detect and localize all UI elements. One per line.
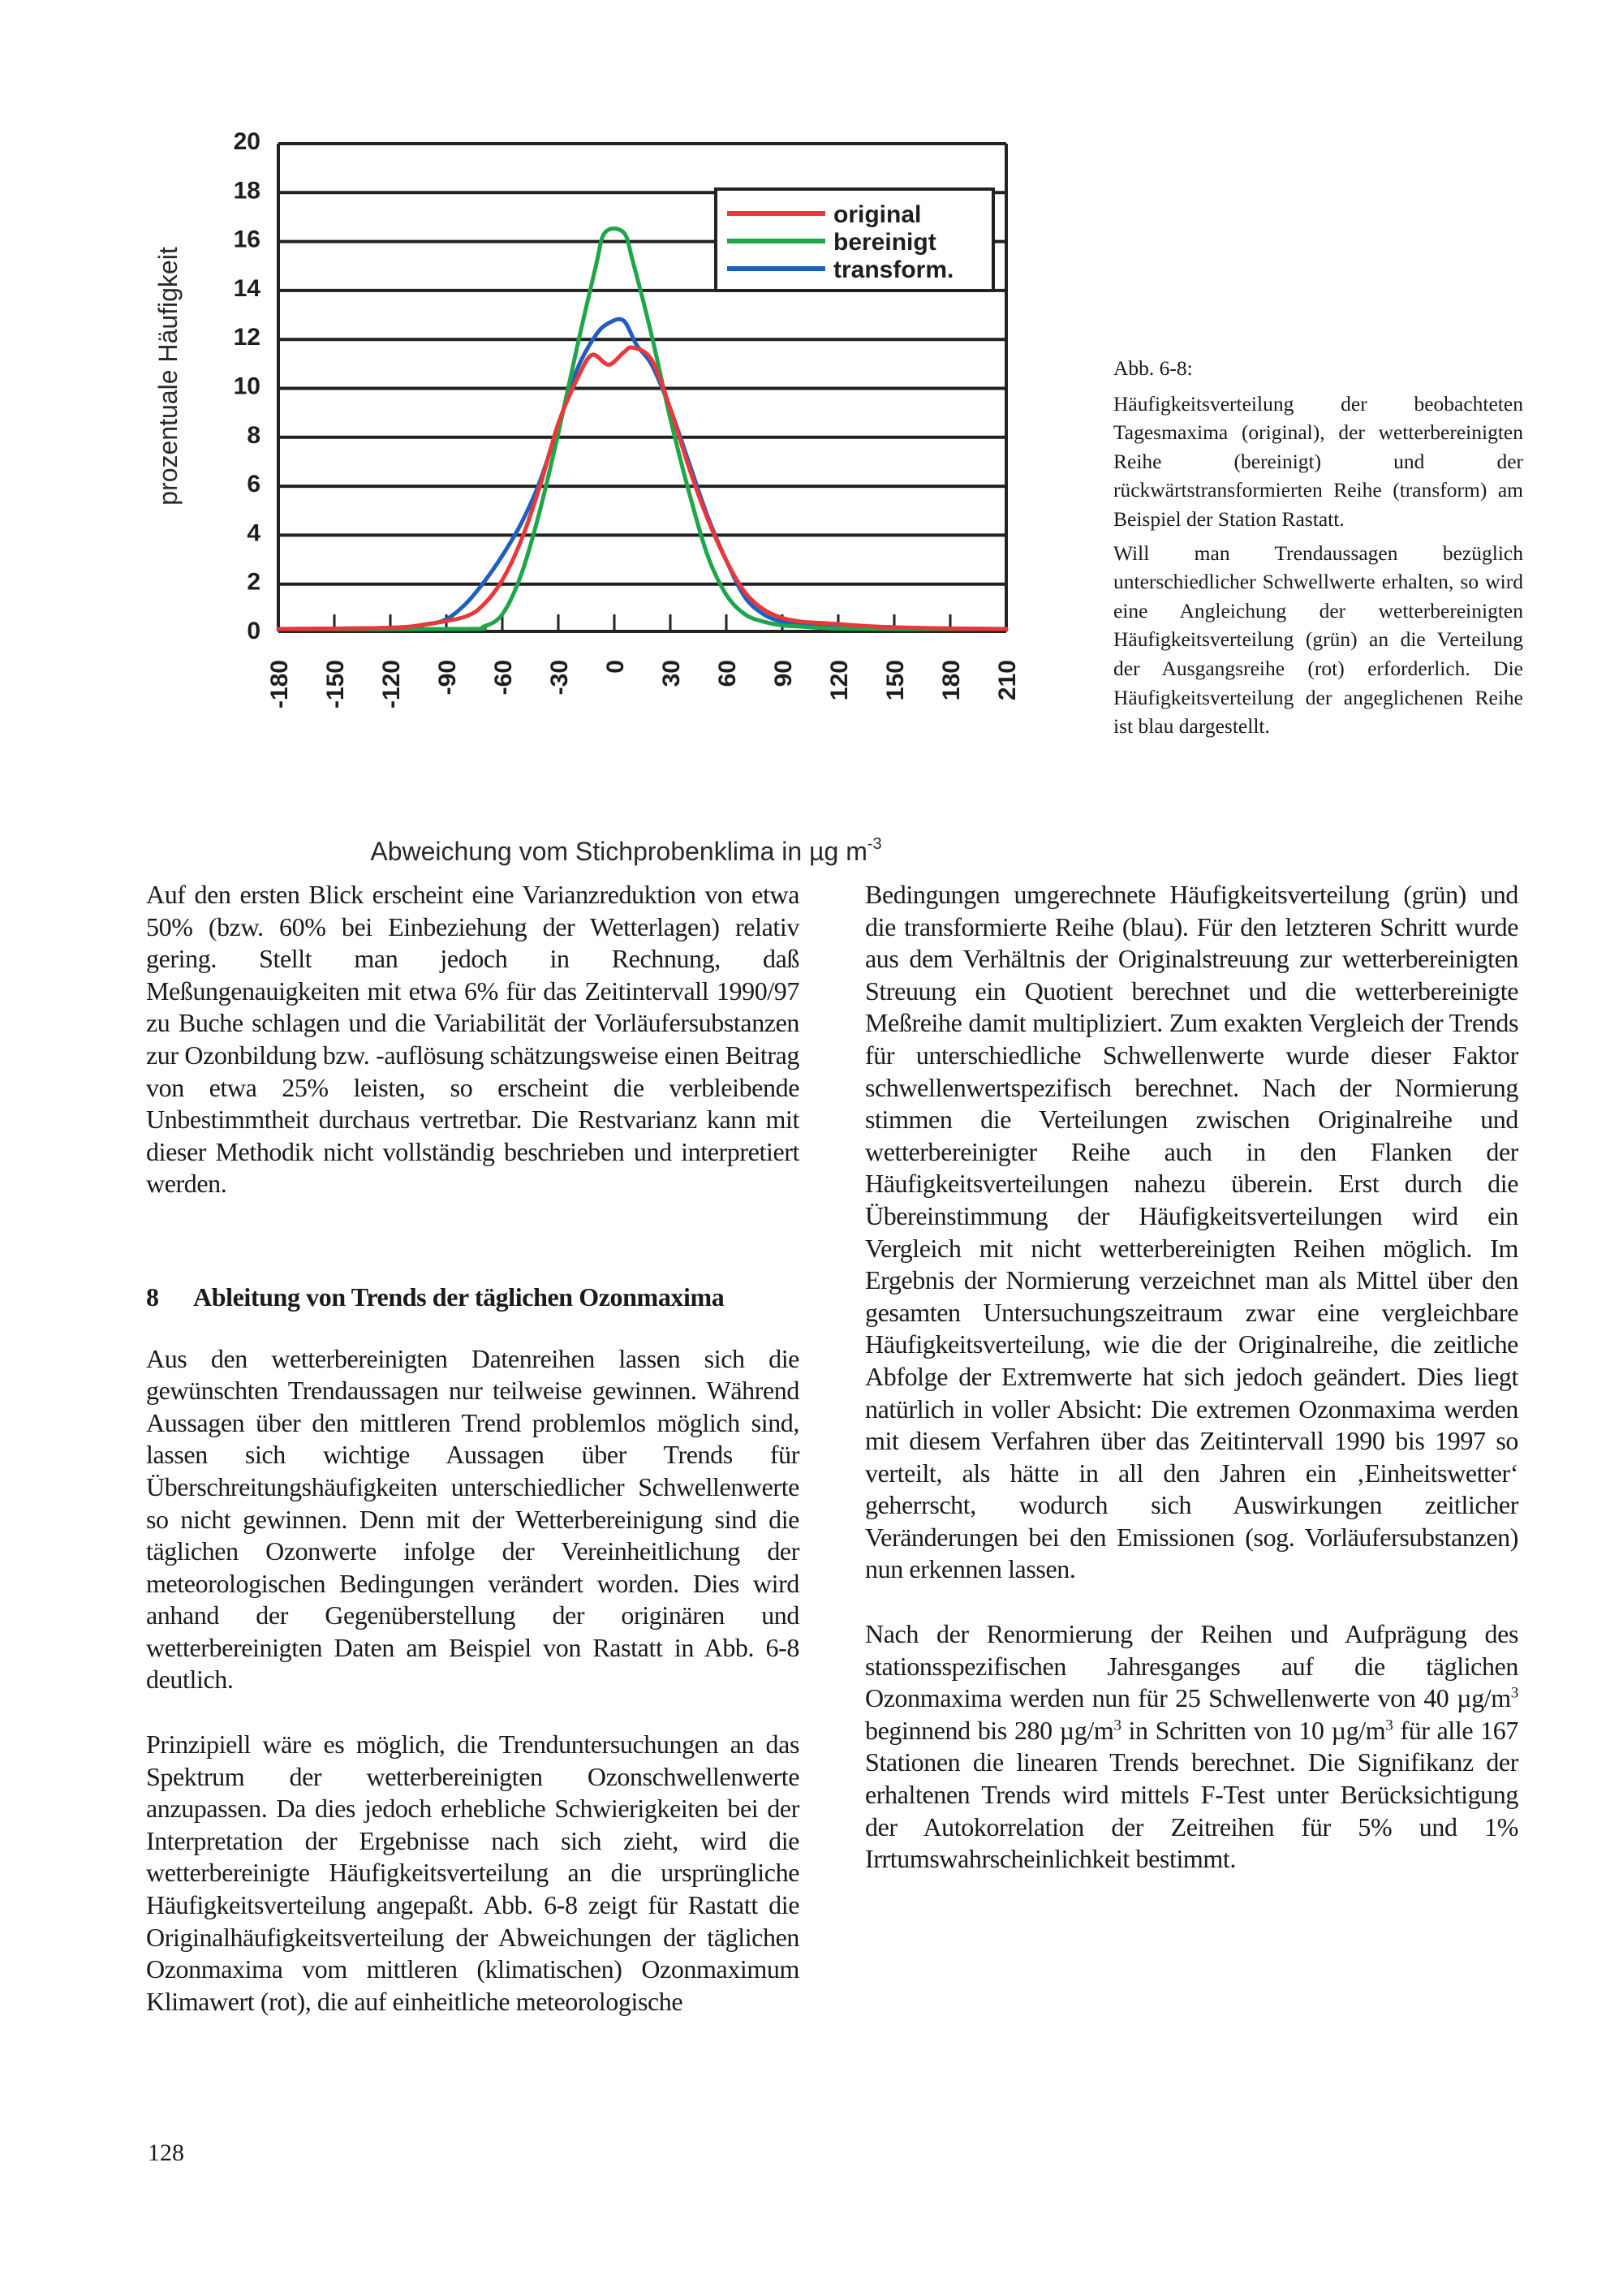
caption-label: Abb. 6-8: [1113, 356, 1193, 380]
caption-text: Häufigkeitsverteilung der beobachteten Tagesmaxima (original), der wetterbereinigten Reihe (bereinigt) und der rückwärtstransformierten Reihe (transform) am Beispiel der Station Rastatt. [1113, 391, 1523, 531]
x-tick-label: 0 [602, 660, 629, 674]
figure-chart [138, 106, 1047, 866]
y-tick-label: 20 [233, 128, 260, 155]
superscript: 3 [1113, 1717, 1121, 1734]
y-tick-label: 2 [247, 568, 260, 596]
x-tick-label: -180 [266, 660, 293, 709]
section-title: Ableitung von Trends der täglichen Ozonmaxima [193, 1282, 725, 1312]
y-axis-title: prozentuale Häufigkeit [153, 247, 183, 506]
section-heading [146, 1282, 799, 1314]
x-axis-title-superscript: -3 [867, 835, 882, 853]
x-tick-label: -30 [546, 660, 573, 696]
right-paragraph-2 [865, 1618, 1518, 1876]
x-tick-label: 120 [826, 660, 853, 701]
superscript: 3 [1510, 1684, 1518, 1702]
text-run: für alle 167 Stationen die linearen Trends berechnet. Die Signifikanz der erhaltenen Trends wird mittels F-Test unter Berücksichtigung der Autokorrelation der Zeitreihen für 5% und 1% Irrtumswahrscheinlichkeit bestimmt. [865, 1715, 1518, 1874]
legend-label: bereinigt [833, 229, 936, 256]
right-column [865, 879, 1518, 1876]
text-run: Nach der Renormierung der Reihen und Aufprägung des stationsspezifischen Jahresganges auf die täglichen Ozonmaxima werden nun für 25 Schwellenwerte von 40 µg/m [865, 1619, 1518, 1713]
chart-svg [138, 106, 1047, 866]
left-column [146, 879, 799, 2018]
left-paragraph-3: Prinzipiell wäre es möglich, die Trenduntersuchungen an das Spektrum der wetterbereinigten Ozonschwellenwerte anzupassen. Da dies jedoch erhebliche Schwierigkeiten bei der Interpretation der Ergebnisse nach sich zieht, wird die wetterbereinigte Häufigkeitsverteilung an die ursprüngliche Häufigkeitsverteilung angepaßt. Abb. 6-8 zeigt für Rastatt die Originalhäufigkeitsverteilung der Abweichungen der täglichen Ozonmaxima vom mittleren (klimatischen) Ozonmaximum Klimawert (rot), die auf einheitliche meteorologische [146, 1730, 799, 2016]
y-tick-label: 18 [233, 177, 260, 205]
x-tick-label: 60 [714, 660, 741, 687]
left-paragraph-2: Aus den wetterbereinigten Datenreihen lassen sich die gewünschten Trendaussagen nur teilweise gewinnen. Während Aussagen über den mittleren Trend problemlos möglich sind, lassen sich wichtige Aussagen über Trends für Überschreitungshäufigkeiten unterschiedlicher Schwellenwerte so nicht gewinnen. Denn mit der Wetterbereinigung sind die täglichen Ozonwerte infolge der Vereinheitlichung der meteorologischen Bedingungen verändert worden. Dies wird anhand der Gegenüberstellung der originären und wetterbereinigten Daten am Beispiel von Rastatt in Abb. 6-8 deutlich. [146, 1343, 799, 1695]
x-tick-label: 90 [770, 660, 797, 687]
y-tick-label: 14 [233, 274, 260, 302]
y-tick-label: 10 [233, 373, 260, 400]
x-axis-title: Abweichung vom Stichprobenklima in µg $m^{-3}$ [370, 835, 882, 866]
x-tick-label: -150 [322, 660, 349, 709]
y-tick-label: 4 [247, 519, 260, 547]
x-tick-label: 210 [994, 660, 1021, 701]
y-tick-label: 16 [233, 226, 260, 253]
x-tick-label: 180 [938, 660, 965, 701]
section-number: 8 [146, 1282, 159, 1312]
caption-note: Will man Trendaussagen bezüglich unterschiedlicher Schwellwerte erhalten, so wird eine Angleichung der wetterbereinigten Häufigkeitsverteilung (grün) an die Verteilung der Ausgangsreihe (rot) erforderlich. Die Häufigkeitsverteilung der angeglichenen Reihe ist blau dargestellt. [1113, 541, 1523, 739]
y-tick-label: 0 [247, 618, 260, 644]
x-tick-label: -60 [490, 660, 517, 696]
x-tick-label: -120 [378, 660, 405, 709]
right-paragraph-1: Bedingungen umgerechnete Häufigkeitsverteilung (grün) und die transformierte Reihe (blau). Für den letzteren Schritt wurde aus dem Verhältnis der Originalstreuung zur wetterbereinigten Streuung ein Quotient berechnet und die wetterbereinigte Meßreihe damit multipliziert. Zum exakten Vergleich der Trends für unterschiedliche Schwellenwerte wurde dieser Faktor schwellenwertspezifisch berechnet. Nach der Normierung stimmen die Verteilungen zwischen Originalreihe und wetterbereinigter Reihe auch in den Flanken der Häufigkeitsverteilungen nahezu überein. Erst durch die Übereinstimmung der Häufigkeitsverteilungen wird ein Vergleich mit nicht wetterbereinigten Reihen möglich. Im Ergebnis der Normierung verzeichnet man als Mittel über den gesamten Untersuchungszeitraum zwar eine vergleichbare Häufigkeitsverteilung, wie die der Originalreihe, die zeitliche Abfolge der Extremwerte hat sich jedoch geändert. Dies liegt natürlich in voller Absicht: Die extremen Ozonmaxima werden mit diesem Verfahren über das Zeitintervall 1990 bis 1997 so verteilt, als hätte in all den Jahren ein ‚Einheitswetter‘ geherrscht, wodurch sich Auswirkungen zeitlicher Veränderungen bei den Emissionen (sog. Vorläufersubstanzen) nun erkennen lassen. [865, 880, 1518, 1584]
x-tick-label: 30 [658, 660, 685, 687]
figure-caption [1113, 354, 1523, 746]
y-tick-label: 8 [247, 421, 260, 449]
legend-label: transform. [833, 256, 954, 283]
x-tick-label: -90 [434, 660, 461, 696]
legend-label: original [833, 201, 922, 228]
y-tick-label: 12 [233, 324, 260, 351]
y-tick-label: 6 [247, 471, 260, 498]
x-tick-label: 150 [882, 660, 909, 701]
text-run: in Schritten von 10 µg/m [1121, 1715, 1386, 1745]
page-number: 128 [148, 2139, 184, 2166]
text-run: beginnend bis 280 µg/m [865, 1715, 1114, 1745]
left-paragraph-1: Auf den ersten Blick erscheint eine Varianzreduktion von etwa 50% (bzw. 60% bei Einbeziehung der Wetterlagen) relativ gering. Stellt man jedoch in Rechnung, daß Meßungenauigkeiten mit etwa 6% für das Zeitintervall 1990/97 zu Buche schlagen und die Variabilität der Vorläufersubstanzen zur Ozonbildung bzw. -auflösung schätzungsweise einen Beitrag von etwa 25% leisten, so erscheint die verbleibende Unbestimmtheit durchaus vertretbar. Die Restvarianz kann mit dieser Methodik nicht vollständig beschrieben und interpretiert werden. [146, 880, 799, 1199]
superscript: 3 [1385, 1717, 1393, 1734]
